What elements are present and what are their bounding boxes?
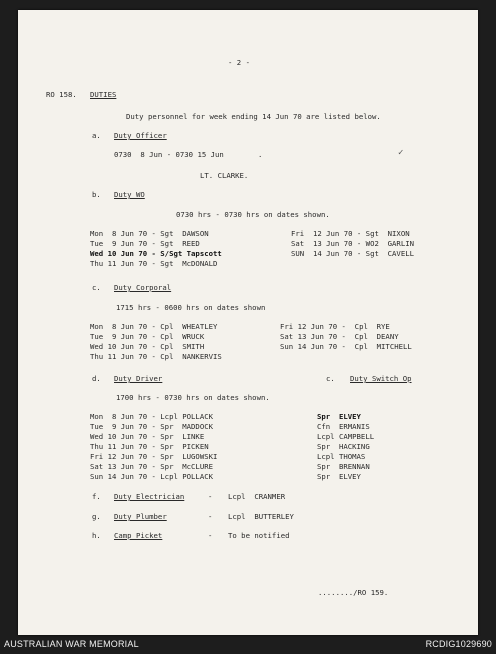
switch-op-row: Cfn ERMANIS <box>317 422 370 431</box>
duty-wo-row: Thu 11 Jun 70 - Sgt McDONALD <box>90 259 218 268</box>
duty-wo-row: SUN 14 Jun 70 - Sgt CAVELL <box>291 249 415 258</box>
switch-op-row: Spr ELVEY <box>317 412 361 421</box>
continuation-ref: ......../RO 159. <box>318 588 389 597</box>
switch-op-row: Spr HACKING <box>317 442 370 451</box>
intro-text: Duty personnel for week ending 14 Jun 70 are listed below. <box>126 112 381 121</box>
item-letter-d: d. <box>92 374 101 383</box>
item-letter-c: c. <box>92 283 101 292</box>
duty-corporal-row: Sun 14 Jun 70 - Cpl MITCHELL <box>280 342 412 351</box>
duty-wo-row: Fri 12 Jun 70 - Sgt NIXON <box>291 229 410 238</box>
item-letter-f: f. <box>92 492 101 501</box>
duty-corporal-hours: 1715 hrs - 0600 hrs on dates shown <box>116 303 266 312</box>
pen-mark: ✓ <box>398 148 404 158</box>
duty-corporal-row: Wed 10 Jun 70 - Cpl SMITH <box>90 342 205 351</box>
duty-wo-hours: 0730 hrs - 0730 hrs on dates shown. <box>176 210 330 219</box>
page-number: - 2 - <box>228 58 250 67</box>
duty-driver-row: Fri 12 Jun 70 - Spr LUGOWSKI <box>90 452 218 461</box>
duty-driver-row: Wed 10 Jun 70 - Spr LINKE <box>90 432 205 441</box>
duty-officer-title: Duty Officer <box>114 131 167 140</box>
camp-picket-dash: - <box>208 531 213 540</box>
duty-corporal-row: Mon 8 Jun 70 - Cpl WHEATLEY <box>90 322 218 331</box>
duty-driver-row: Sat 13 Jun 70 - Spr McCLURE <box>90 462 214 471</box>
duty-wo-row: Mon 8 Jun 70 - Sgt DAWSON <box>90 229 209 238</box>
duty-driver-row: Tue 9 Jun 70 - Spr MADDOCK <box>90 422 214 431</box>
camp-picket-title: Camp Picket <box>114 531 163 540</box>
item-letter-e: c. <box>326 374 335 383</box>
duty-driver-row: Sun 14 Jun 70 - Lcpl POLLACK <box>90 472 214 481</box>
item-letter-a: a. <box>92 131 101 140</box>
section-title: DUTIES <box>90 90 117 99</box>
ro-number: RO 158. <box>46 90 77 99</box>
duty-corporal-row: Fri 12 Jun 70 - Cpl RYE <box>280 322 390 331</box>
switch-op-row: Lcpl CAMPBELL <box>317 432 375 441</box>
duty-driver-row: Mon 8 Jun 70 - Lcpl POLLACK <box>90 412 214 421</box>
duty-plumber-dash: - <box>208 512 213 521</box>
duty-wo-row: Wed 10 Jun 70 - S/Sgt Tapscott <box>90 249 222 258</box>
duty-corporal-row: Thu 11 Jun 70 - Cpl NANKERVIS <box>90 352 222 361</box>
duty-electrician-title: Duty Electrician <box>114 492 185 501</box>
duty-officer-time: 0730 8 Jun - 0730 15 Jun <box>114 150 224 159</box>
duty-driver-title: Duty Driver <box>114 374 163 383</box>
duty-plumber-title: Duty Plumber <box>114 512 167 521</box>
duty-driver-hours: 1700 hrs - 0730 hrs on dates shown. <box>116 393 270 402</box>
duty-wo-title: Duty WO <box>114 190 145 199</box>
duty-electrician-name: Lcpl CRANMER <box>228 492 286 501</box>
duty-driver-row: Thu 11 Jun 70 - Spr PICKEN <box>90 442 209 451</box>
duty-corporal-title: Duty Corporal <box>114 283 172 292</box>
switch-op-row: Lcpl THOMAS <box>317 452 366 461</box>
duty-corporal-row: Tue 9 Jun 70 - Cpl WRUCK <box>90 332 205 341</box>
duty-wo-row: Tue 9 Jun 70 - Sgt REED <box>90 239 200 248</box>
duty-wo-row: Sat 13 Jun 70 - WO2 GARLIN <box>291 239 415 248</box>
duty-electrician-dash: - <box>208 492 213 501</box>
switch-op-row: Spr BRENNAN <box>317 462 370 471</box>
switch-op-row: Spr ELVEY <box>317 472 361 481</box>
duty-switch-op-title: Duty Switch Op <box>350 374 412 383</box>
camp-picket-name: To be notified <box>228 531 290 540</box>
duty-officer-name: LT. CLARKE. <box>200 171 249 180</box>
footer-id: RCDIG1029690 <box>425 639 492 649</box>
duty-plumber-name: Lcpl BUTTERLEY <box>228 512 294 521</box>
item-letter-b: b. <box>92 190 101 199</box>
footer-institution: AUSTRALIAN WAR MEMORIAL <box>4 639 139 649</box>
duty-corporal-row: Sat 13 Jun 70 - Cpl DEANY <box>280 332 399 341</box>
duty-officer-dot: . <box>258 150 263 159</box>
item-letter-g: g. <box>92 512 101 521</box>
document-page <box>18 10 478 635</box>
item-letter-h: h. <box>92 531 101 540</box>
